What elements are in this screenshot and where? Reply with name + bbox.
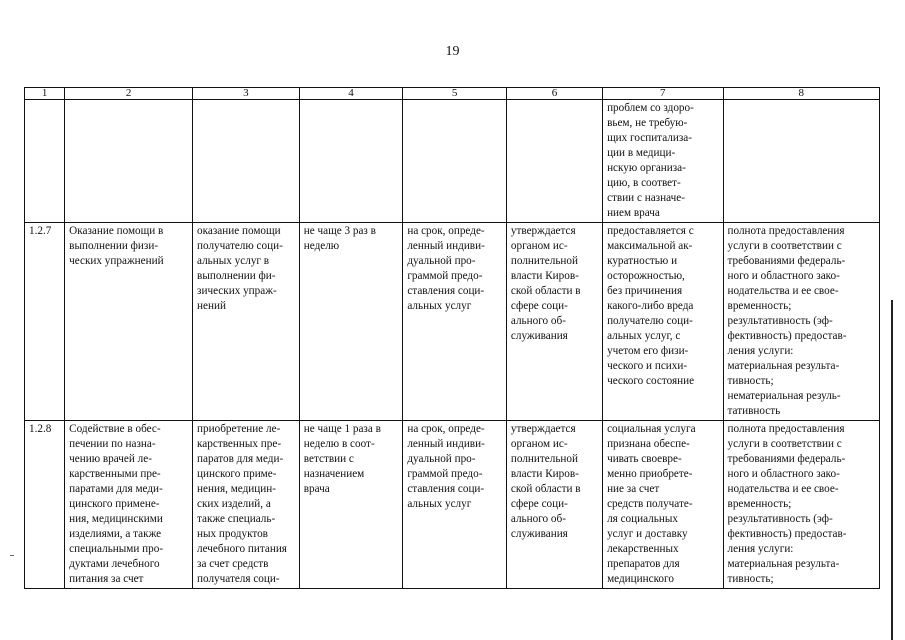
column-header-4: 4 [299,88,403,100]
conditions-cell [603,223,723,421]
page-number: 19 [445,44,460,59]
tariff-text: утверждается органом ис- полнительной власти Киров- ской области в сфере соци- ального об- служивания [510,423,581,540]
column-header-3: 3 [193,88,300,100]
quality-text: полнота предоставления услуги в соответствии с требованиями федераль- ного и областного зако- нодательства и ее свое- временность; результативность (эф- фективность) предостав- ления услуги: материальная результа- тивность; нематериальная резуль- тативность [727,225,847,417]
quality-cell [723,223,879,421]
row-number [25,223,65,421]
column-header-1: 1 [25,88,65,100]
frequency-cell [299,421,403,589]
frequency-cell [299,223,403,421]
conditions-text: социальная услуга признана обеспе- чивать своевре- менно приобрете- ние за счет средств получате- ля социальных услуг и доставку лекарственных препаратов для медицинского [607,423,696,585]
frequency-text: не чаще 3 раз в неделю [303,225,376,252]
table-row [25,421,880,589]
service-name-text: Содействие в обес- печении по назна- чению врачей ле- карственными пре- паратами для меди- цинского примене- ния, медицинскими изделиями, а также специальными про- дуктами лечебного питания за счет [69,423,164,585]
quality-text: полнота предоставления услуги в соответствии с требованиями федераль- ного и областного зако- нодательства и ее свое- временность; результативность (эф- фективность) предостав- ления услуги: материальная результа- тивность; [727,423,847,585]
term-cell [403,223,507,421]
services-table [24,87,880,589]
service-name-text: Оказание помощи в выполнении физи- ческих упражнений [69,225,164,267]
conditions-cell [603,100,723,223]
tariff-cell [506,421,602,589]
column-header-5: 5 [403,88,507,100]
conditions-text: предоставляется с максимальной ак- куратностью и осторожностью, без причинения какого-либо вреда получателю соци- альных услуг, с учетом его физи- ческого и психи- ческого состояние [607,225,695,387]
column-header-2: 2 [65,88,193,100]
term-text: на срок, опреде- ленный индиви- дуальной про- граммой предо- ставления соци- альных услуг [407,423,485,510]
table-row [25,100,880,223]
conditions-text: проблем со здоро- вьем, не требую- щих госпитализа- ции в медици- нскую организа- цию, в соответ- ствии с назначе- нием врача [607,102,694,219]
quality-cell [723,100,879,223]
scan-speck [10,555,14,556]
tariff-cell [506,223,602,421]
conditions-cell [603,421,723,589]
row-number-text: 1.2.7 [29,225,52,237]
scan-edge-line [891,300,893,640]
frequency-cell [299,100,403,223]
service-description-cell [193,421,300,589]
term-text: на срок, опреде- ленный индиви- дуальной про- граммой предо- ставления соци- альных услуг [407,225,485,312]
tariff-text: утверждается органом ис- полнительной власти Киров- ской области в сфере соци- ального об- служивания [510,225,581,342]
service-name-cell [65,421,193,589]
quality-cell [723,421,879,589]
service-name-cell [65,223,193,421]
header-row [25,88,880,100]
column-header-8: 8 [723,88,879,100]
service-description-text: оказание помощи получателю соци- альных услуг в выполнении фи- зических упраж- нений [197,225,283,312]
service-description-cell [193,223,300,421]
service-description-cell [193,100,300,223]
term-cell [403,421,507,589]
table-row [25,223,880,421]
service-description-text: приобретение ле- карственных пре- паратов для меди- цинского приме- нения, медицин- ских изделий, а также специаль- ных продуктов лечебного питания за счет средств получателя соци- [197,423,287,585]
row-number [25,421,65,589]
service-name-cell [65,100,193,223]
term-cell [403,100,507,223]
frequency-text: не чаще 1 раза в неделю в соот- ветствии с назначением врача [303,423,381,495]
column-header-7: 7 [603,88,723,100]
row-number [25,100,65,223]
column-header-6: 6 [506,88,602,100]
row-number-text: 1.2.8 [29,423,52,435]
tariff-cell [506,100,602,223]
table-header [25,88,880,100]
